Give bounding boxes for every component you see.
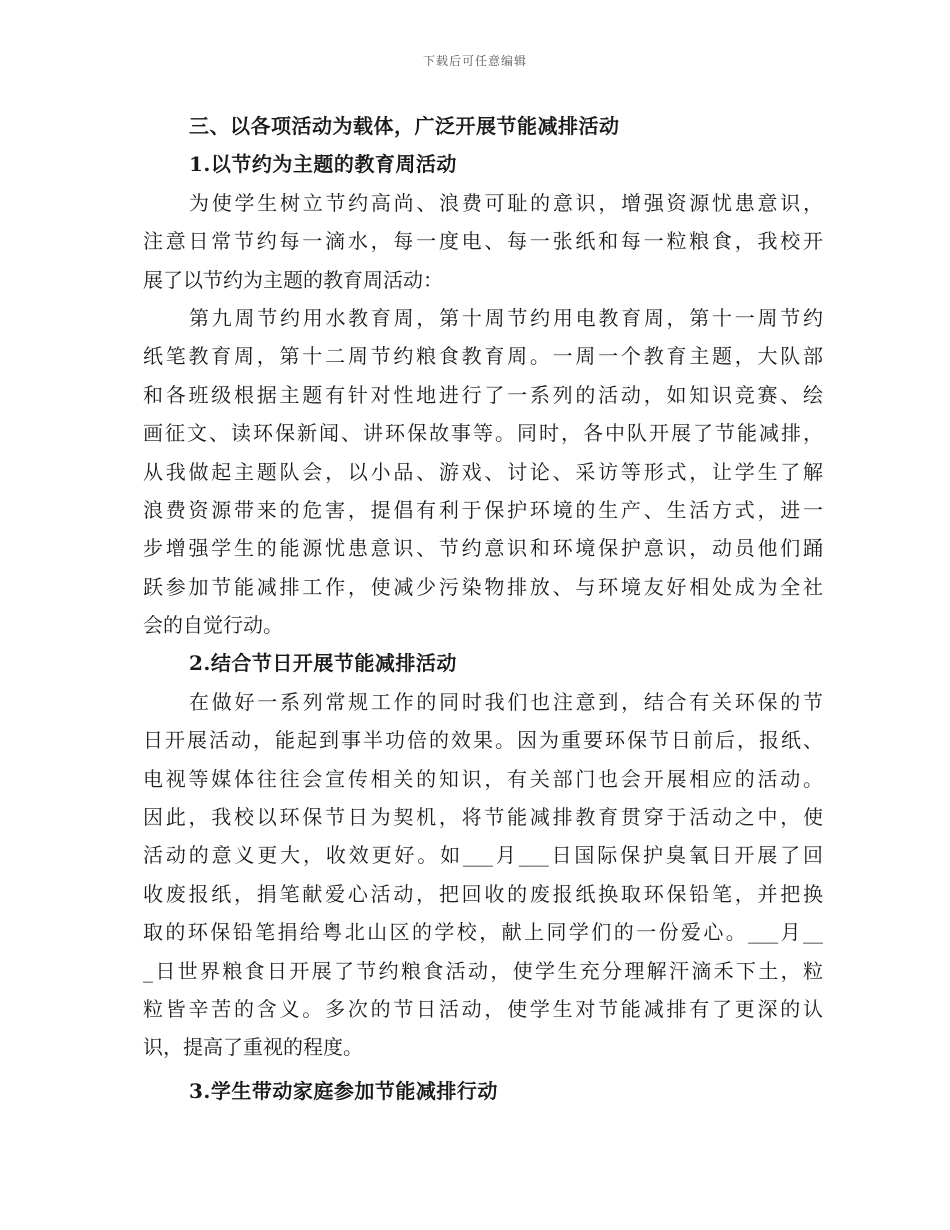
subsection-3-title: 3.学生带动家庭参加节能减排行动 bbox=[189, 1078, 498, 1103]
paragraph-line: 第九周节约用水教育周，第十周节约用电教育周，第十一周节约 bbox=[189, 305, 823, 330]
paragraph-line: 跃参加节能减排工作，使减少污染物排放、与环境友好相处成为全社 bbox=[143, 574, 823, 599]
paragraph-line: 会的自觉行动。 bbox=[143, 613, 283, 638]
subsection-1-paragraph-1 bbox=[143, 184, 823, 299]
paragraph-line: 活动的意义更大，收效更好。如___月___日国际保护臭氧日开展了回 bbox=[143, 843, 823, 868]
paragraph-line: 日开展活动，能起到事半功倍的效果。因为重要环保节日前后，报纸、 bbox=[143, 728, 823, 753]
paragraph-line: 和各班级根据主题有针对性地进行了一系列的活动，如知识竞赛、绘 bbox=[143, 382, 823, 407]
paragraph-line: 画征文、读环保新闻、讲环保故事等。同时，各中队开展了节能减排， bbox=[143, 421, 823, 446]
paragraph-line: 电视等媒体往往会宣传相关的知识，有关部门也会开展相应的活动。 bbox=[143, 766, 823, 791]
paragraph-line: 从我做起主题队会，以小品、游戏、讨论、采访等形式，让学生了解 bbox=[143, 459, 823, 484]
subsection-2-title: 2.结合节日开展节能减排活动 bbox=[189, 651, 457, 676]
paragraph-line: 浪费资源带来的危害，提倡有利于保护环境的生产、生活方式，进一 bbox=[143, 497, 823, 522]
paragraph-line: 取的环保铅笔捐给粤北山区的学校，献上同学们的一份爱心。___月__ bbox=[143, 920, 823, 945]
paragraph-line: 展了以节约为主题的教育周活动： bbox=[143, 267, 443, 292]
paragraph-line: _日世界粮食日开展了节约粮食活动，使学生充分理解汗滴禾下土，粒 bbox=[143, 958, 823, 983]
paragraph-line: 纸笔教育周，第十二周节约粮食教育周。一周一个教育主题，大队部 bbox=[143, 344, 823, 369]
subsection-1-title: 1.以节约为主题的教育周活动 bbox=[189, 152, 457, 177]
paragraph-line: 注意日常节约每一滴水，每一度电、每一张纸和每一粒粮食，我校开 bbox=[143, 229, 823, 254]
document-body bbox=[143, 107, 823, 1110]
paragraph-line: 在做好一系列常规工作的同时我们也注意到，结合有关环保的节 bbox=[189, 689, 823, 714]
paragraph-line: 为使学生树立节约高尚、浪费可耻的意识，增强资源忧患意识， bbox=[189, 190, 823, 215]
paragraph-line: 步增强学生的能源忧患意识、节约意识和环境保护意识，动员他们踊 bbox=[143, 536, 823, 561]
subsection-2-paragraph-1 bbox=[143, 683, 823, 1067]
paragraph-line: 粒皆辛苦的含义。多次的节日活动，使学生对节能减排有了更深的认 bbox=[143, 996, 823, 1021]
section-heading: 三、以各项活动为载体，广泛开展节能减排活动 bbox=[189, 114, 620, 138]
paragraph-line: 因此，我校以环保节日为契机，将节能减排教育贯穿于活动之中，使 bbox=[143, 805, 823, 830]
paragraph-line: 收废报纸，捐笔献爱心活动，把回收的废报纸换取环保铅笔，并把换 bbox=[143, 881, 823, 906]
paragraph-line: 识，提高了重视的程度。 bbox=[143, 1035, 363, 1060]
page-header-note: 下载后可任意编辑 bbox=[422, 54, 527, 68]
subsection-1-paragraph-2 bbox=[143, 299, 823, 645]
